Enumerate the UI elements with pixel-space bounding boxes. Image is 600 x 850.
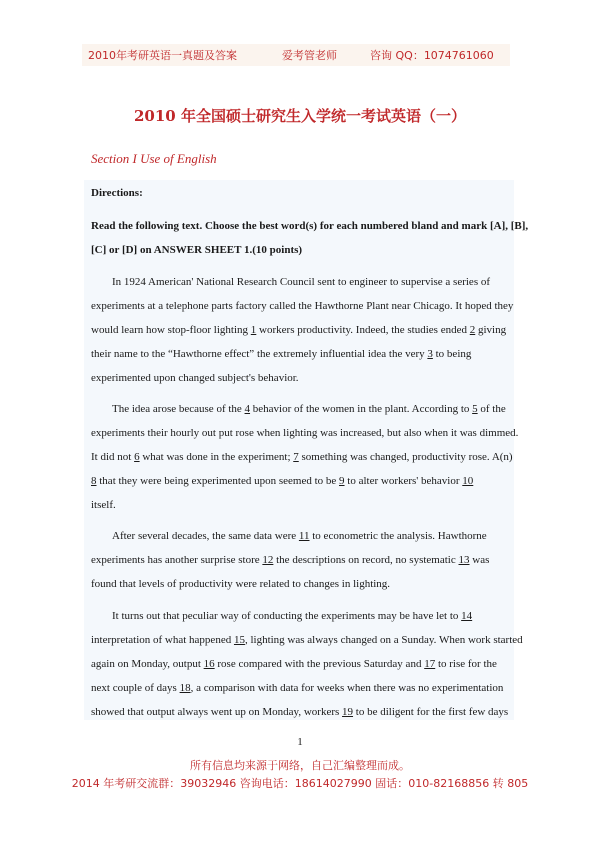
section-heading: Section I Use of English xyxy=(91,151,217,166)
directions-line-1: Read the following text. Choose the best word(s) for each numbered bland and mark [A], [B], xyxy=(91,220,529,232)
passage-text: that they were being experimented upon seemed to be xyxy=(96,475,340,487)
blank-number: 1 xyxy=(250,324,257,336)
blank-number: 12 xyxy=(262,554,274,566)
passage-text: experiments at a telephone parts factory called the Hawthorne Plant near Chicago. It hoped they xyxy=(91,300,514,312)
blank-number: 4 xyxy=(244,403,251,415)
passage-text: The idea arose because of the xyxy=(112,403,245,415)
passage-text: , lighting was always changed on a Sunday. When work started xyxy=(244,634,523,646)
passage-text: experiments has another surprise store xyxy=(91,554,263,566)
blank-number: 19 xyxy=(342,706,354,718)
passage-line xyxy=(91,323,506,337)
passage-text: , a comparison with data for weeks when there was no experimentation xyxy=(190,682,504,694)
passage-text: their name to the “Hawthorne effect” the extremely influential idea the very xyxy=(91,348,428,360)
blank-number: 10 xyxy=(462,475,474,487)
passage-text: what was done in the experiment; xyxy=(139,451,294,463)
blank-number: 7 xyxy=(293,451,299,463)
blank-number: 15 xyxy=(233,634,245,646)
passage-text: to rise for the xyxy=(435,658,497,670)
passage-line xyxy=(91,498,116,512)
passage-text: giving xyxy=(475,324,507,336)
passage-text: experiments their hourly out put rose when lighting was increased, but also when it was dimmed. xyxy=(91,427,519,439)
passage-text: would learn how stop-floor lighting xyxy=(91,324,251,336)
passage-line xyxy=(91,657,497,671)
footer-source-note: 所有信息均来源于网络，自己汇编整理而成。 xyxy=(190,759,410,772)
passage-line xyxy=(91,705,508,719)
passage-text: something was changed, productivity rose. A(n) xyxy=(298,451,513,463)
page-header xyxy=(82,44,510,66)
passage-text: to alter workers' behavior xyxy=(344,475,463,487)
blank-number: 9 xyxy=(339,475,345,487)
blank-number: 5 xyxy=(472,403,478,415)
passage-text: itself. xyxy=(91,499,116,511)
header-qq-contact: 咨询 QQ：1074761060 xyxy=(370,49,494,62)
passage-text: After several decades, the same data were xyxy=(112,530,299,542)
passage-line xyxy=(91,577,390,591)
passage-line xyxy=(91,633,523,647)
passage-text: In 1924 American' National Research Council sent to engineer to supervise a series of xyxy=(112,276,491,288)
passage-line xyxy=(91,474,473,488)
passage-text: next couple of days xyxy=(91,682,180,694)
passage-line xyxy=(91,553,489,567)
passage-text: of the xyxy=(477,403,506,415)
passage-line xyxy=(91,299,513,313)
blank-number: 17 xyxy=(424,658,436,670)
passage-text: rose compared with the previous Saturday and xyxy=(214,658,425,670)
passage-line xyxy=(112,609,472,623)
blank-number: 14 xyxy=(461,610,473,622)
passage-text: again on Monday, output xyxy=(91,658,204,670)
passage-line xyxy=(112,529,487,543)
passage-line xyxy=(91,450,513,464)
header-exam-title: 2010年考研英语一真题及答案 xyxy=(88,49,237,62)
page-title: 2010 年全国硕士研究生入学统一考试英语（一） xyxy=(134,107,466,125)
passage-text: the descriptions on record, no systematic xyxy=(273,554,459,566)
passage-text: found that levels of productivity were related to changes in lighting. xyxy=(91,578,391,590)
blank-number: 11 xyxy=(298,530,310,542)
passage-text: showed that output always went up on Monday, workers xyxy=(91,706,343,718)
blank-number: 16 xyxy=(203,658,215,670)
passage-text: interpretation of what happened xyxy=(91,634,234,646)
passage-line xyxy=(91,371,299,385)
passage-line xyxy=(91,426,518,440)
passage-text: behavior of the women in the plant. According to xyxy=(250,403,473,415)
passage-text: experimented upon changed subject's behavior. xyxy=(91,372,299,384)
blank-number: 18 xyxy=(179,682,191,694)
passage-line xyxy=(91,681,503,695)
passage-text: It did not xyxy=(91,451,135,463)
blank-number: 6 xyxy=(134,451,140,463)
footer-contact: 2014 年考研交流群：39032946 咨询电话：18614027990 固话：010-82168856 转 805 xyxy=(71,777,529,790)
passage-line xyxy=(112,275,490,289)
passage-text: It turns out that peculiar way of conducting the experiments may be have let to xyxy=(112,610,462,622)
directions-line-2: [C] or [D] on ANSWER SHEET 1.(10 points) xyxy=(91,244,303,256)
passage-line xyxy=(112,402,506,416)
passage-text: was xyxy=(469,554,490,566)
blank-number: 3 xyxy=(427,348,433,360)
passage-text: to econometric the analysis. Hawthorne xyxy=(309,530,487,542)
page-number: 1 xyxy=(297,736,303,748)
blank-number: 2 xyxy=(469,324,476,336)
blank-number: 13 xyxy=(458,554,470,566)
passage-text: workers productivity. Indeed, the studies ended xyxy=(256,324,470,336)
directions-heading: Directions: xyxy=(91,187,143,199)
blank-number: 8 xyxy=(91,475,97,487)
passage-text: to being xyxy=(432,348,472,360)
header-teacher: 爱考管老师 xyxy=(282,49,337,62)
passage-line xyxy=(91,347,471,361)
passage-text: to be diligent for the first few days xyxy=(353,706,509,718)
